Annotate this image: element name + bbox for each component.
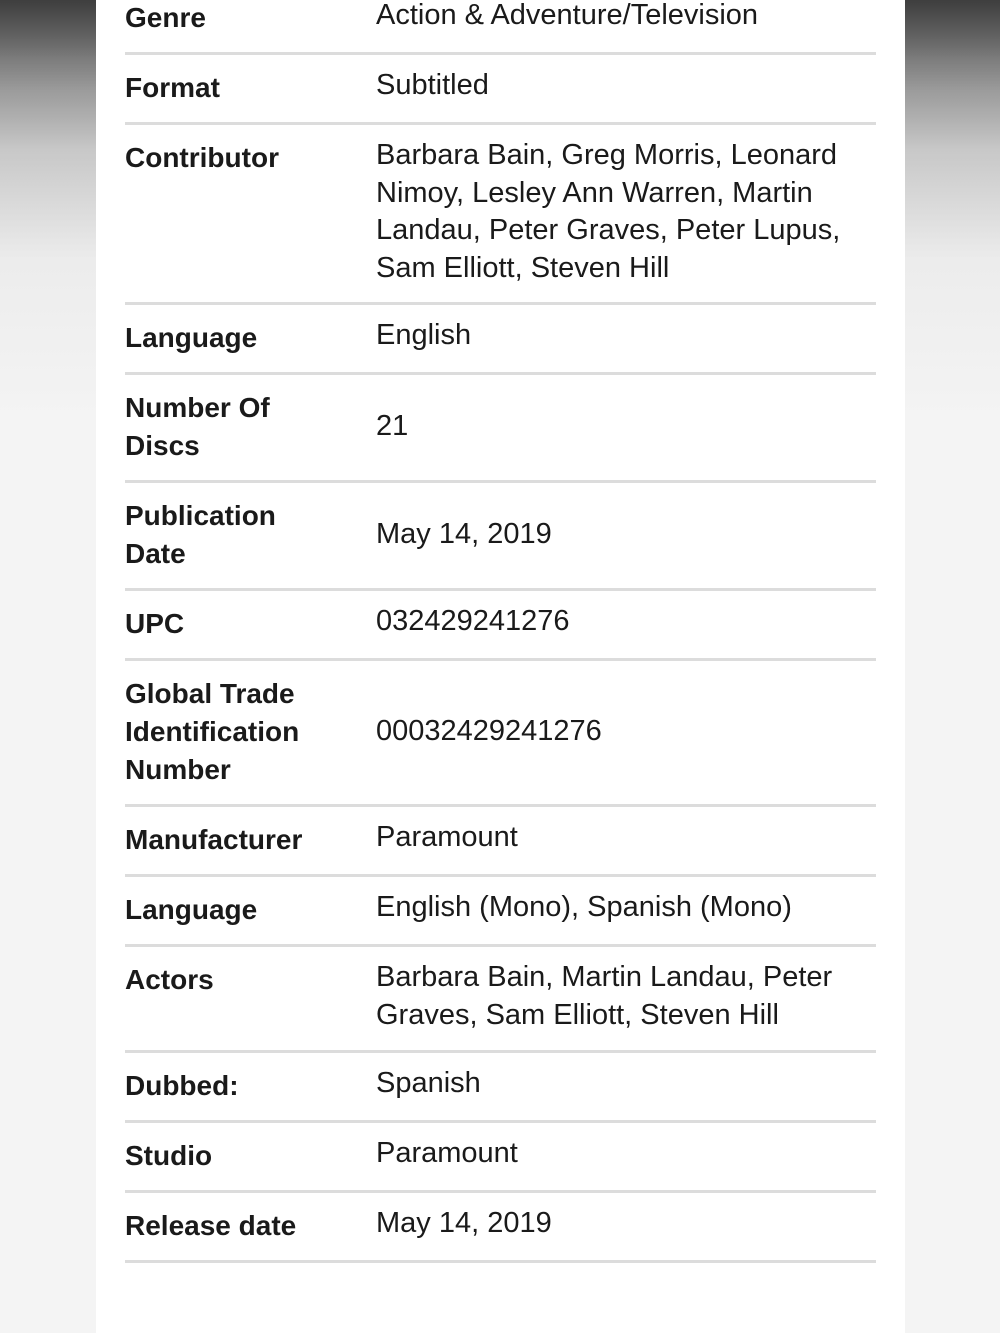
detail-row-actors — [125, 947, 876, 1052]
detail-label: Format — [125, 72, 220, 103]
detail-value: Paramount — [376, 1136, 518, 1169]
detail-label: Release date — [125, 1209, 297, 1241]
detail-value: English (Mono), Spanish (Mono) — [376, 891, 792, 924]
detail-row-language — [125, 305, 876, 375]
detail-row-publication-date — [125, 483, 876, 591]
detail-label: Manufacturer — [125, 824, 303, 856]
detail-row-release-date — [125, 1193, 876, 1263]
detail-row-genre — [125, 0, 876, 55]
left-backdrop — [0, 0, 96, 1333]
detail-value: May 14, 2019 — [376, 517, 552, 550]
detail-row-dubbed — [125, 1053, 876, 1123]
detail-label: Genre — [125, 2, 206, 33]
detail-label: Studio — [125, 1139, 213, 1171]
detail-value: Barbara Bain, Martin Landau, Peter Graves, Sam Elliott, Steven Hill — [376, 961, 833, 1031]
detail-value: English — [376, 319, 472, 352]
detail-value: 00032429241276 — [376, 714, 602, 747]
detail-row-gtin — [125, 661, 876, 807]
detail-row-upc — [125, 591, 876, 661]
detail-value: 21 — [376, 409, 409, 442]
detail-value: Barbara Bain, Greg Morris, Leonard Nimoy, Lesley Ann Warren, Martin Landau, Peter Graves, Peter Lupus, Sam Elliott, Steven Hill — [376, 139, 841, 284]
detail-row-contributor — [125, 125, 876, 305]
detail-label: Language — [125, 894, 258, 926]
detail-label: Actors — [125, 964, 214, 996]
detail-value: Paramount — [376, 821, 518, 854]
detail-row-studio — [125, 1123, 876, 1193]
detail-label: Contributor — [125, 142, 279, 173]
detail-value: Spanish — [376, 1066, 481, 1099]
detail-label: Global Trade Identification Number — [125, 678, 300, 786]
right-backdrop — [905, 0, 1000, 1333]
detail-label: Language — [125, 322, 258, 354]
detail-row-manufacturer — [125, 807, 876, 877]
detail-row-format — [125, 55, 876, 125]
product-details-table — [125, 0, 876, 1263]
detail-value: May 14, 2019 — [376, 1206, 552, 1239]
detail-label: UPC — [125, 608, 185, 640]
detail-label: Dubbed: — [125, 1069, 239, 1101]
detail-label: Publication Date — [125, 500, 276, 570]
detail-value: Subtitled — [376, 69, 489, 101]
detail-row-number-of-discs — [125, 375, 876, 483]
detail-label: Number Of Discs — [125, 392, 270, 462]
product-details-panel — [96, 0, 905, 1333]
detail-row-audio-language — [125, 877, 876, 947]
detail-value: 032429241276 — [376, 605, 570, 638]
detail-value: Action & Adventure/Television — [376, 0, 759, 31]
